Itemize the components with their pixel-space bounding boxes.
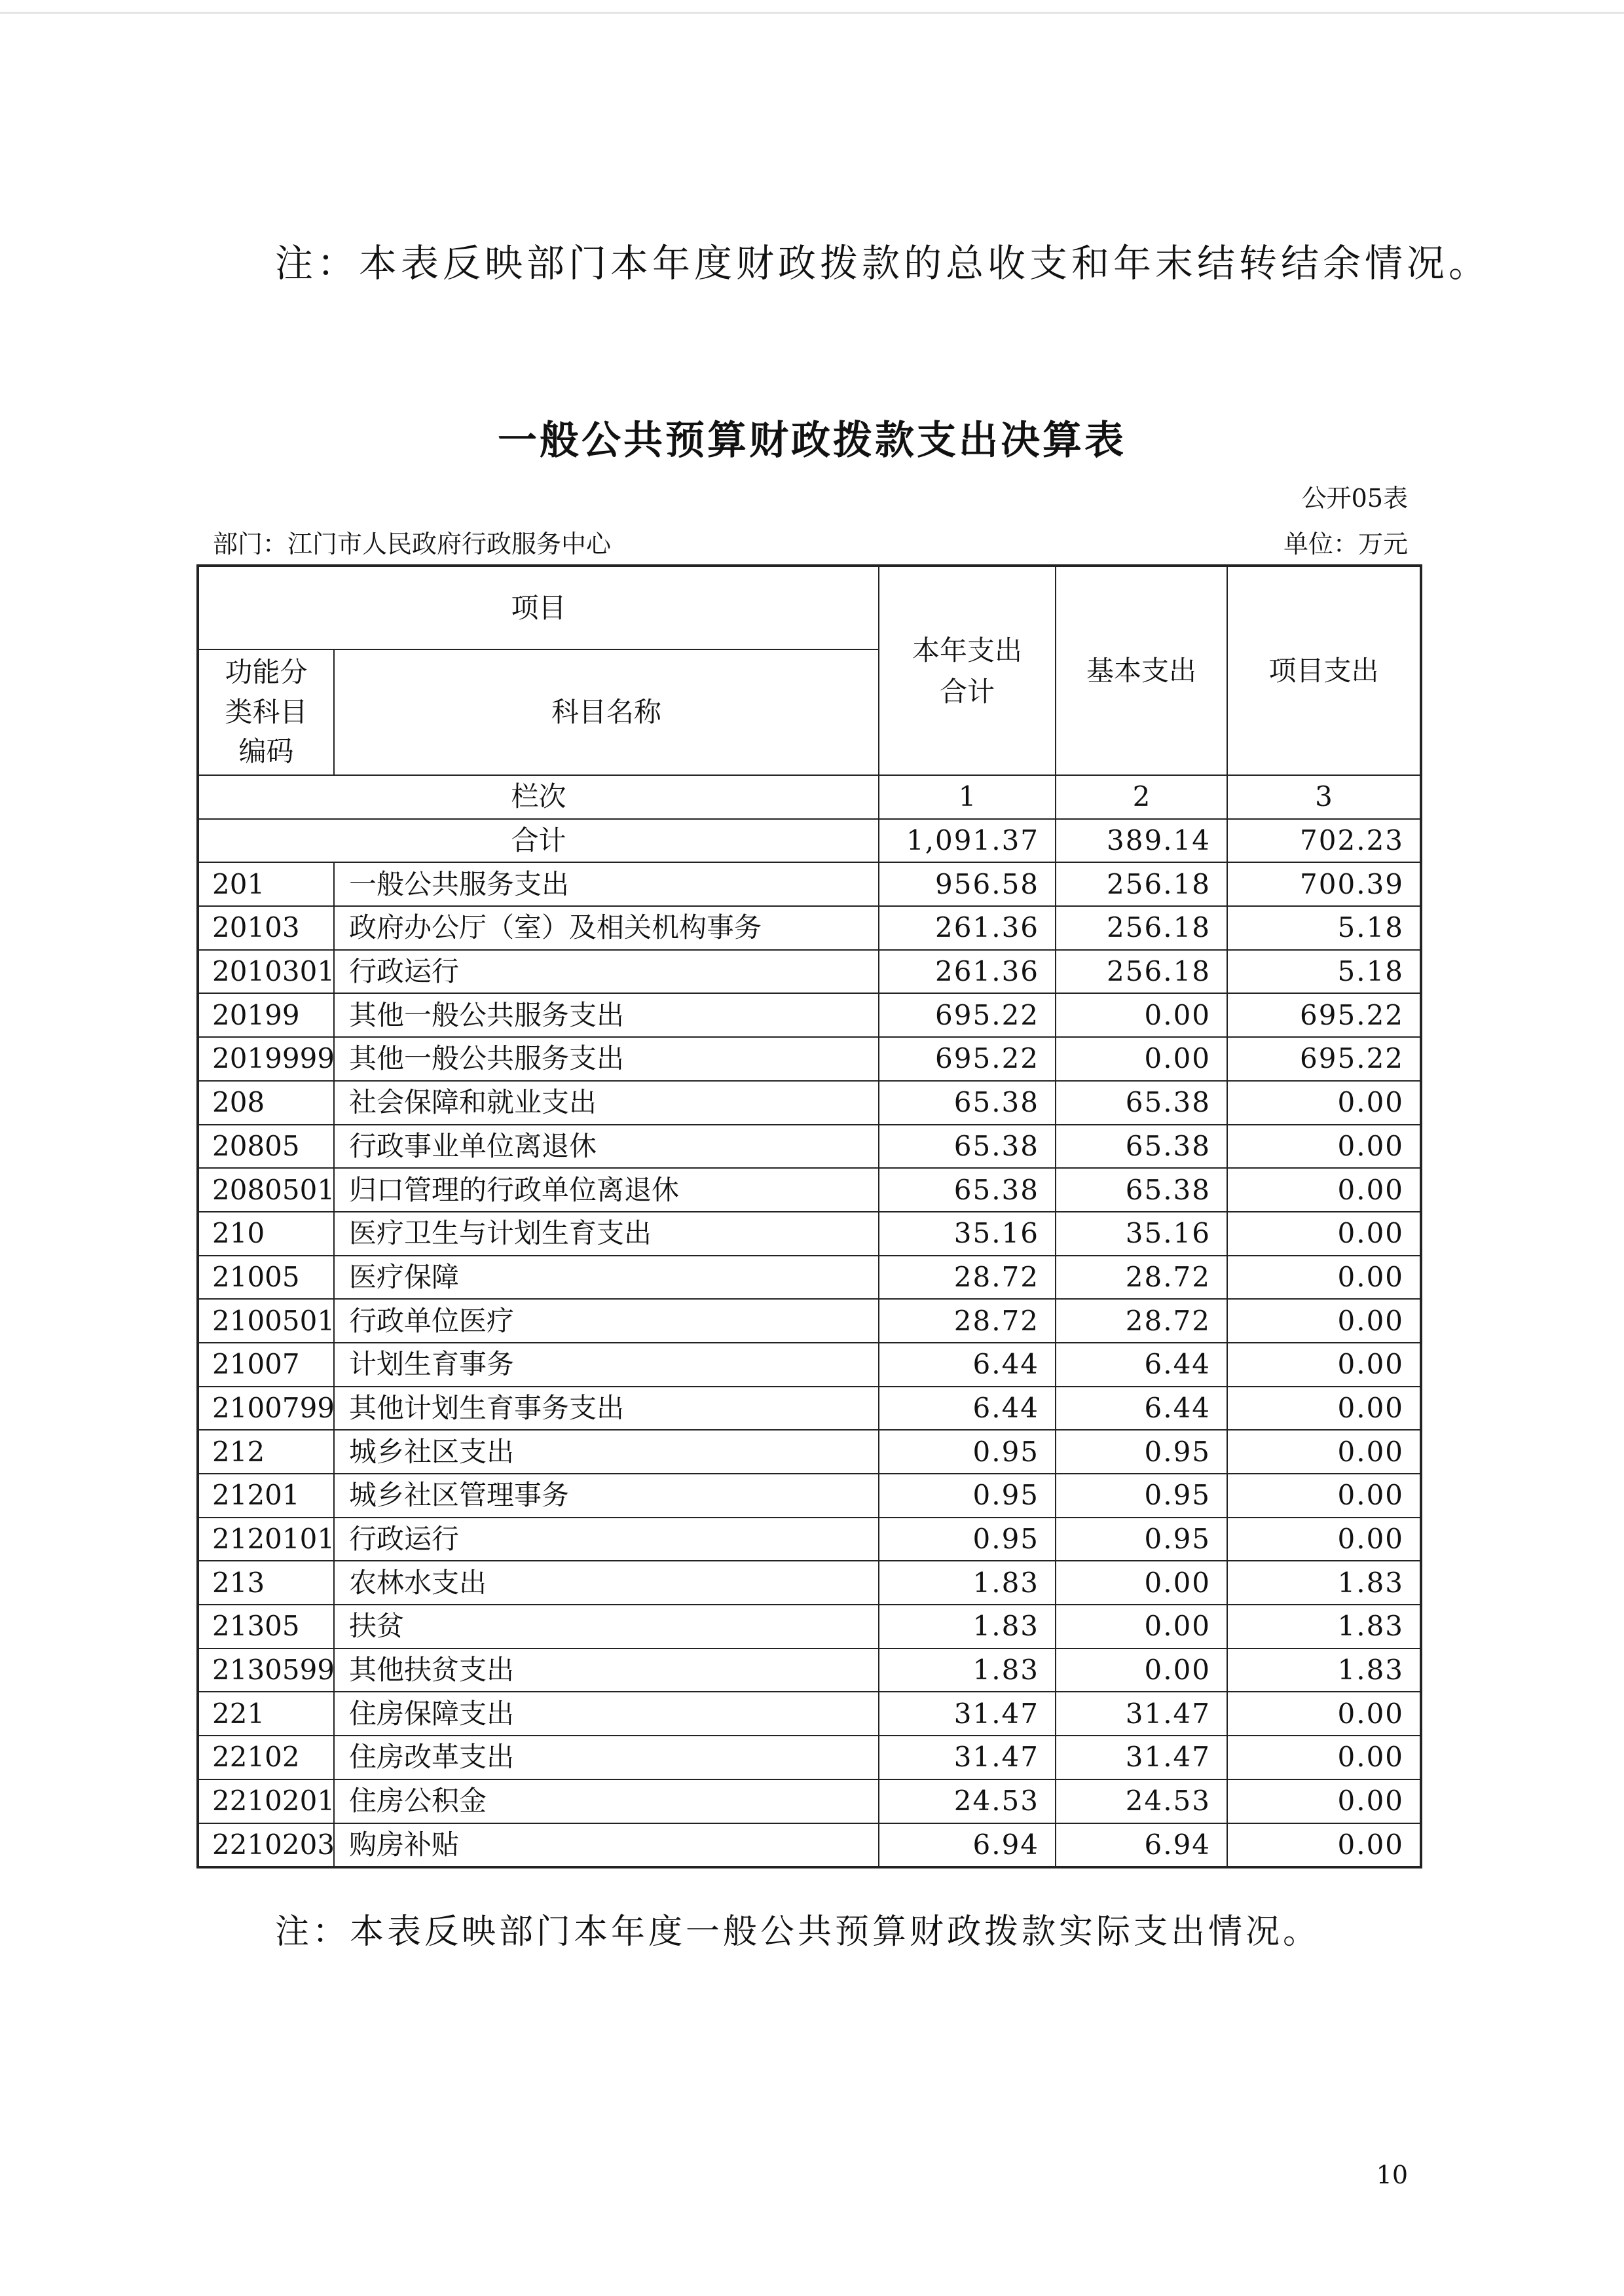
row-name: 购房补贴 [334, 1823, 879, 1868]
column-index-3: 3 [1227, 775, 1421, 819]
row-name: 计划生育事务 [334, 1343, 879, 1387]
row-code: 213 [198, 1561, 334, 1605]
row-code: 221 [198, 1692, 334, 1736]
row-basic: 0.00 [1056, 1605, 1227, 1649]
row-total: 28.72 [879, 1299, 1056, 1343]
row-name: 城乡社区支出 [334, 1430, 879, 1474]
table-row [198, 1474, 1421, 1518]
row-total: 6.94 [879, 1823, 1056, 1868]
row-total: 0.95 [879, 1518, 1056, 1561]
row-project: 0.00 [1227, 1430, 1421, 1474]
table-row [198, 906, 1421, 950]
row-basic: 0.95 [1056, 1518, 1227, 1561]
header-total-line1: 本年支出 [912, 634, 1023, 666]
row-basic: 0.95 [1056, 1474, 1227, 1518]
row-code: 20103 [198, 906, 334, 950]
table-row [198, 1168, 1421, 1212]
table-row [198, 1343, 1421, 1387]
table-row [198, 1037, 1421, 1081]
row-name: 一般公共服务支出 [334, 862, 879, 906]
header-project: 项目支出 [1227, 566, 1421, 775]
header-basic: 基本支出 [1056, 566, 1227, 775]
row-code: 210 [198, 1212, 334, 1256]
header-code-line3: 编码 [238, 735, 294, 768]
column-index-2: 2 [1056, 775, 1227, 819]
header-row-1 [198, 566, 1421, 649]
row-total: 65.38 [879, 1168, 1056, 1212]
row-total: 695.22 [879, 993, 1056, 1037]
row-total: 1.83 [879, 1561, 1056, 1605]
header-name: 科目名称 [334, 649, 879, 775]
header-total [879, 566, 1056, 775]
header-code-line2: 类科目 [225, 695, 308, 728]
row-basic: 65.38 [1056, 1081, 1227, 1125]
row-basic: 65.38 [1056, 1168, 1227, 1212]
row-basic: 24.53 [1056, 1779, 1227, 1823]
column-index-row [198, 775, 1421, 819]
row-basic: 6.44 [1056, 1343, 1227, 1387]
row-basic: 0.00 [1056, 1037, 1227, 1081]
table-row [198, 862, 1421, 906]
row-code: 2100799 [198, 1387, 334, 1430]
table-row [198, 950, 1421, 994]
row-name: 扶贫 [334, 1605, 879, 1649]
table-row [198, 993, 1421, 1037]
table-row [198, 1256, 1421, 1300]
row-project: 0.00 [1227, 1823, 1421, 1868]
row-name: 住房公积金 [334, 1779, 879, 1823]
row-code: 2010301 [198, 950, 334, 994]
row-total: 24.53 [879, 1779, 1056, 1823]
table-number: 公开05表 [1301, 484, 1408, 513]
row-project: 0.00 [1227, 1125, 1421, 1169]
header-item: 项目 [198, 566, 879, 649]
row-name: 其他一般公共服务支出 [334, 993, 879, 1037]
row-project: 0.00 [1227, 1387, 1421, 1430]
unit-label: 单位：万元 [1283, 530, 1408, 558]
row-basic: 65.38 [1056, 1125, 1227, 1169]
row-total: 6.44 [879, 1387, 1056, 1430]
header-code-line1: 功能分 [225, 655, 308, 688]
row-basic: 35.16 [1056, 1212, 1227, 1256]
row-code: 2100501 [198, 1299, 334, 1343]
row-code: 21201 [198, 1474, 334, 1518]
table-row [198, 1081, 1421, 1125]
row-total: 1.83 [879, 1605, 1056, 1649]
row-total: 261.36 [879, 906, 1056, 950]
row-code: 21305 [198, 1605, 334, 1649]
row-basic: 31.47 [1056, 1736, 1227, 1779]
table-row [198, 1430, 1421, 1474]
row-name: 行政单位医疗 [334, 1299, 879, 1343]
row-project: 0.00 [1227, 1343, 1421, 1387]
row-project: 695.22 [1227, 993, 1421, 1037]
row-name: 农林水支出 [334, 1561, 879, 1605]
row-code: 21005 [198, 1256, 334, 1300]
row-total: 0.95 [879, 1474, 1056, 1518]
row-project: 0.00 [1227, 1299, 1421, 1343]
row-project: 5.18 [1227, 906, 1421, 950]
row-total: 65.38 [879, 1081, 1056, 1125]
row-total: 261.36 [879, 950, 1056, 994]
row-project: 0.00 [1227, 1212, 1421, 1256]
row-total: 65.38 [879, 1125, 1056, 1169]
top-edge-rule [0, 12, 1624, 14]
row-name: 住房改革支出 [334, 1736, 879, 1779]
column-index-label: 栏次 [198, 775, 879, 819]
row-project: 1.83 [1227, 1605, 1421, 1649]
row-name: 其他一般公共服务支出 [334, 1037, 879, 1081]
row-basic: 0.95 [1056, 1430, 1227, 1474]
row-project: 0.00 [1227, 1168, 1421, 1212]
bottom-note: 注：本表反映部门本年度一般公共预算财政拨款实际支出情况。 [275, 1912, 1321, 1952]
department-label: 部门：江门市人民政府行政服务中心 [213, 530, 612, 558]
row-project: 0.00 [1227, 1779, 1421, 1823]
row-basic: 28.72 [1056, 1256, 1227, 1300]
row-total: 0.95 [879, 1430, 1056, 1474]
expenditure-table [196, 564, 1422, 1868]
row-code: 2130599 [198, 1649, 334, 1692]
sum-row [198, 819, 1421, 863]
row-name: 行政运行 [334, 1518, 879, 1561]
row-name: 医疗卫生与计划生育支出 [334, 1212, 879, 1256]
row-name: 其他计划生育事务支出 [334, 1387, 879, 1430]
row-code: 21007 [198, 1343, 334, 1387]
row-total: 956.58 [879, 862, 1056, 906]
row-basic: 0.00 [1056, 1649, 1227, 1692]
row-code: 2210203 [198, 1823, 334, 1868]
table-row [198, 1125, 1421, 1169]
sum-basic: 389.14 [1056, 819, 1227, 863]
row-name: 行政事业单位离退休 [334, 1125, 879, 1169]
row-name: 城乡社区管理事务 [334, 1474, 879, 1518]
row-project: 0.00 [1227, 1474, 1421, 1518]
table-row [198, 1649, 1421, 1692]
header-code [198, 649, 334, 775]
row-basic: 28.72 [1056, 1299, 1227, 1343]
row-code: 22102 [198, 1736, 334, 1779]
row-total: 31.47 [879, 1736, 1056, 1779]
header-total-line2: 合计 [940, 675, 995, 708]
sum-total: 1,091.37 [879, 819, 1056, 863]
page-number: 10 [1376, 2160, 1408, 2189]
row-basic: 256.18 [1056, 862, 1227, 906]
row-basic: 6.44 [1056, 1387, 1227, 1430]
row-basic: 0.00 [1056, 1561, 1227, 1605]
row-project: 1.83 [1227, 1649, 1421, 1692]
row-code: 2210201 [198, 1779, 334, 1823]
row-total: 31.47 [879, 1692, 1056, 1736]
row-total: 28.72 [879, 1256, 1056, 1300]
table-row [198, 1299, 1421, 1343]
row-basic: 0.00 [1056, 993, 1227, 1037]
row-basic: 256.18 [1056, 950, 1227, 994]
sum-project: 702.23 [1227, 819, 1421, 863]
row-code: 212 [198, 1430, 334, 1474]
table-row [198, 1387, 1421, 1430]
row-total: 1.83 [879, 1649, 1056, 1692]
row-total: 35.16 [879, 1212, 1056, 1256]
table-row [198, 1605, 1421, 1649]
row-basic: 31.47 [1056, 1692, 1227, 1736]
column-index-1: 1 [879, 775, 1056, 819]
row-name: 归口管理的行政单位离退休 [334, 1168, 879, 1212]
table-row [198, 1692, 1421, 1736]
row-code: 2120101 [198, 1518, 334, 1561]
table-row [198, 1736, 1421, 1779]
table-row [198, 1212, 1421, 1256]
row-code: 20199 [198, 993, 334, 1037]
row-name: 社会保障和就业支出 [334, 1081, 879, 1125]
row-project: 5.18 [1227, 950, 1421, 994]
row-project: 1.83 [1227, 1561, 1421, 1605]
row-code: 208 [198, 1081, 334, 1125]
row-name: 医疗保障 [334, 1256, 879, 1300]
table-row [198, 1561, 1421, 1605]
row-project: 0.00 [1227, 1256, 1421, 1300]
row-project: 700.39 [1227, 862, 1421, 906]
row-project: 695.22 [1227, 1037, 1421, 1081]
table-row [198, 1779, 1421, 1823]
row-code: 2019999 [198, 1037, 334, 1081]
table-row [198, 1518, 1421, 1561]
top-note: 注：本表反映部门本年度财政拨款的总收支和年末结转结余情况。 [275, 241, 1491, 285]
row-total: 695.22 [879, 1037, 1056, 1081]
row-project: 0.00 [1227, 1692, 1421, 1736]
row-basic: 256.18 [1056, 906, 1227, 950]
row-name: 其他扶贫支出 [334, 1649, 879, 1692]
row-code: 20805 [198, 1125, 334, 1169]
row-code: 201 [198, 862, 334, 906]
row-name: 行政运行 [334, 950, 879, 994]
row-project: 0.00 [1227, 1736, 1421, 1779]
table-row [198, 1823, 1421, 1868]
row-project: 0.00 [1227, 1081, 1421, 1125]
row-total: 6.44 [879, 1343, 1056, 1387]
row-name: 住房保障支出 [334, 1692, 879, 1736]
sum-label: 合计 [198, 819, 879, 863]
row-basic: 6.94 [1056, 1823, 1227, 1868]
table-title: 一般公共预算财政拨款支出决算表 [498, 418, 1126, 464]
row-project: 0.00 [1227, 1518, 1421, 1561]
row-name: 政府办公厅（室）及相关机构事务 [334, 906, 879, 950]
row-code: 2080501 [198, 1168, 334, 1212]
